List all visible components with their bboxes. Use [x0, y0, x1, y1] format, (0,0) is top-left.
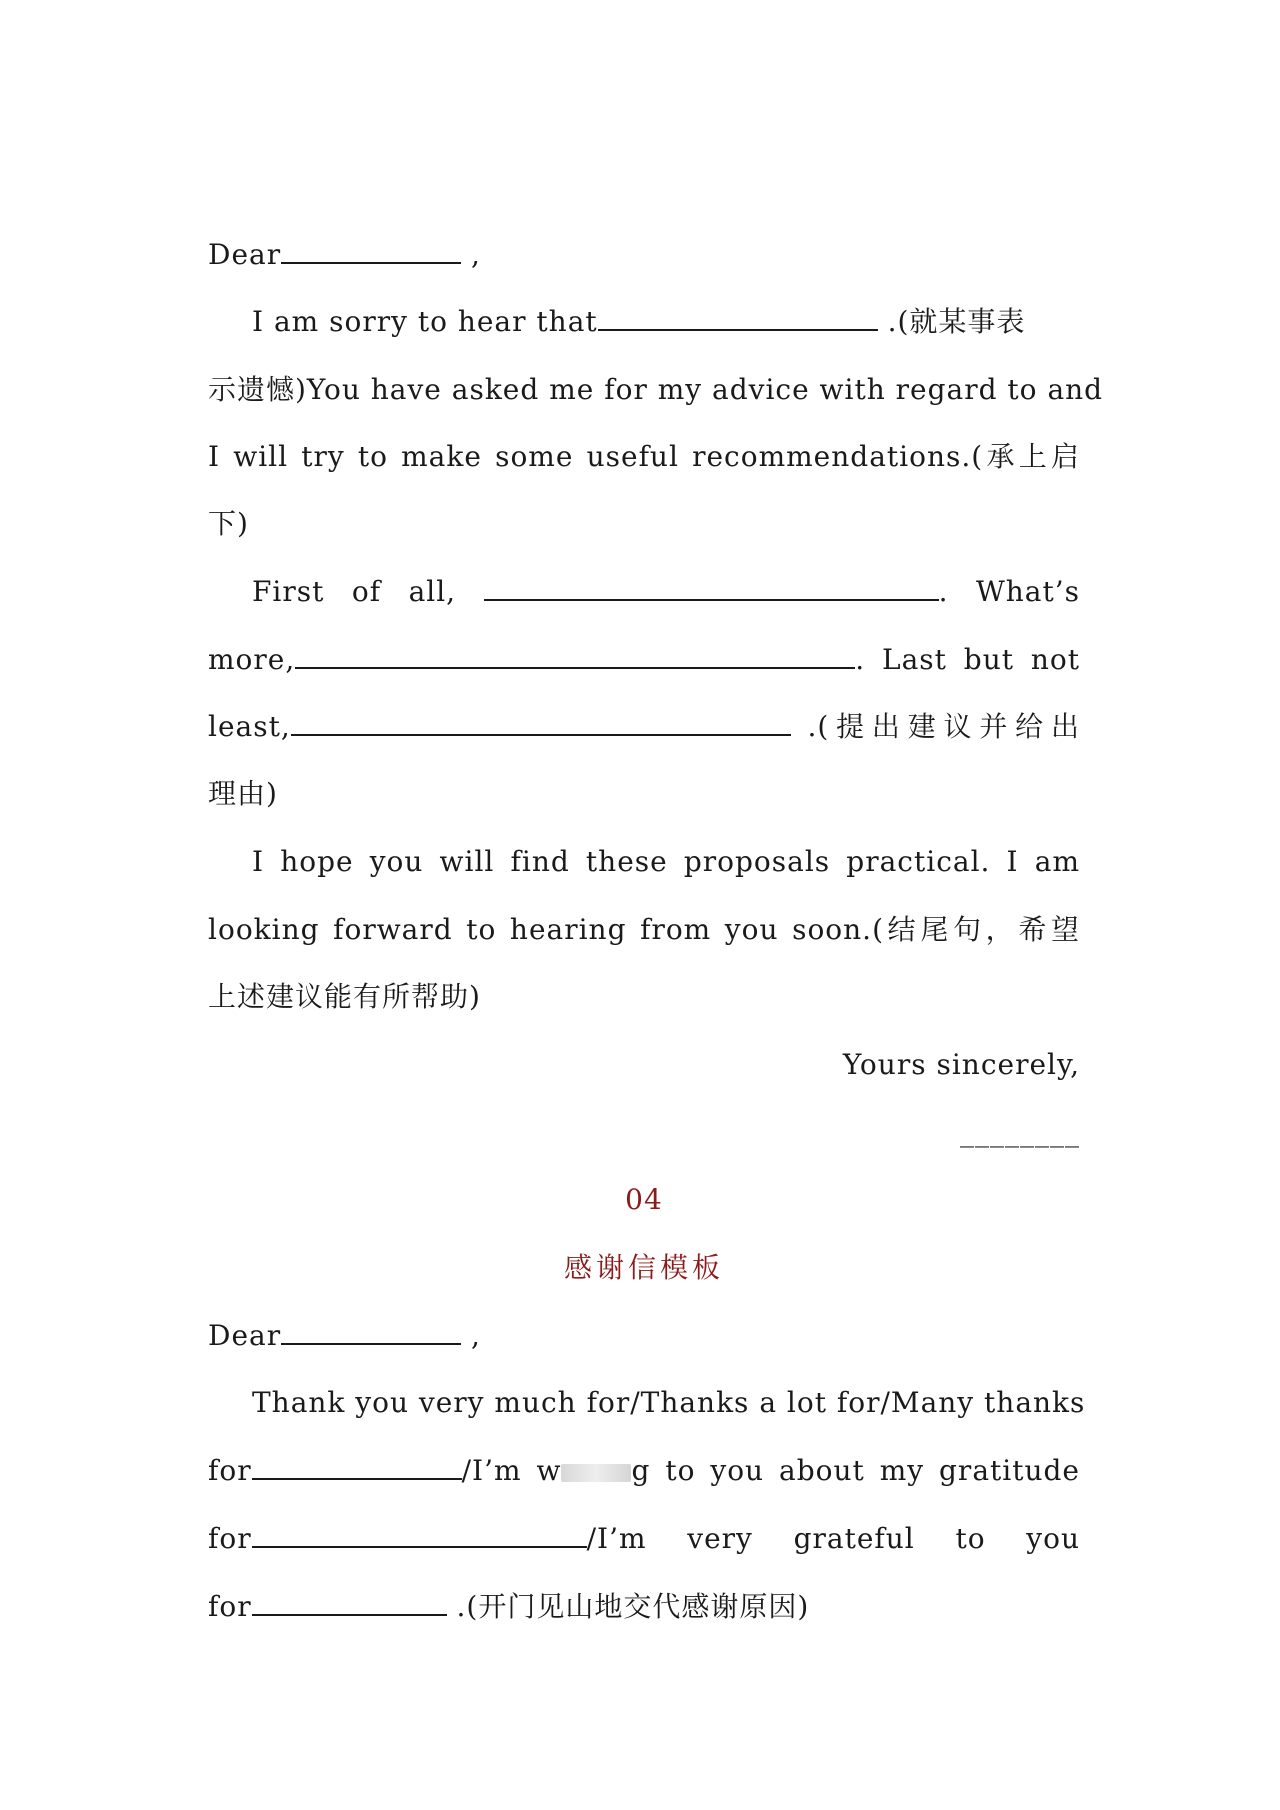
- text-segment: more,: [208, 643, 296, 676]
- paragraph-line: [208, 707, 1080, 747]
- paragraph-line: Thank you very much for/Thanks a lot for/Many thanks: [252, 1386, 1086, 1419]
- paragraph-line: [208, 302, 1080, 342]
- paragraph-line: I hope you will find these proposals practical. I am: [252, 845, 1080, 878]
- paragraph-line: looking forward to hearing from you soon.(结尾句，希望: [208, 913, 1080, 946]
- text-segment: for: [208, 1590, 252, 1623]
- text-segment: g to you about my gratitude: [631, 1454, 1080, 1487]
- fill-blank: [252, 1520, 587, 1548]
- section-title: 感谢信模板: [563, 1251, 724, 1284]
- fill-blank: [598, 303, 878, 331]
- name-blank: [281, 1317, 461, 1345]
- text-segment: .(开门见山地交代感谢原因): [456, 1590, 810, 1623]
- text-segment: /I’m very grateful to you: [586, 1522, 1080, 1555]
- text-segment: I am sorry to hear that: [252, 305, 598, 338]
- salutation-text: Dear: [208, 1319, 282, 1352]
- text-segment: .(提出建议并给出: [807, 710, 1080, 743]
- text-segment: for: [208, 1522, 252, 1555]
- salutation-line: [208, 235, 1080, 275]
- paragraph-line: [208, 1519, 1080, 1559]
- signature-blank: ________: [960, 1115, 1080, 1148]
- text-segment: least,: [208, 710, 291, 743]
- salutation-text: Dear: [208, 238, 282, 271]
- paragraph-line: 上述建议能有所帮助): [208, 980, 481, 1013]
- name-blank: [281, 236, 461, 264]
- paragraph-line: [208, 1451, 1080, 1491]
- fill-blank: [484, 573, 939, 601]
- section-number: 04: [625, 1183, 663, 1216]
- paragraph-line: I will try to make some useful recommendations.(承上启: [208, 440, 1080, 473]
- text-segment: . Last but not: [855, 643, 1080, 676]
- text-segment: for: [208, 1454, 252, 1487]
- paragraph-line: 示遗憾)You have asked me for my advice with regard to and: [208, 373, 1104, 406]
- blurred-region: [561, 1464, 631, 1482]
- closing-line: Yours sincerely,: [842, 1048, 1080, 1081]
- salutation-comma: ,: [471, 238, 481, 271]
- text-segment: First of all,: [252, 575, 457, 608]
- text-segment: .(就某事表: [887, 305, 1026, 338]
- fill-blank: [295, 641, 855, 669]
- paragraph-line: [208, 572, 1080, 612]
- salutation-line: [208, 1316, 1080, 1356]
- paragraph-line: [208, 640, 1080, 680]
- text-segment: . What’s: [938, 575, 1081, 608]
- paragraph-line: 下): [208, 507, 249, 540]
- text-segment: /I’m w: [461, 1454, 562, 1487]
- salutation-comma: ,: [471, 1319, 481, 1352]
- paragraph-line: 理由): [208, 777, 278, 810]
- paragraph-line: [208, 1587, 1080, 1627]
- fill-blank: [252, 1452, 462, 1480]
- fill-blank: [291, 708, 791, 736]
- fill-blank: [252, 1588, 447, 1616]
